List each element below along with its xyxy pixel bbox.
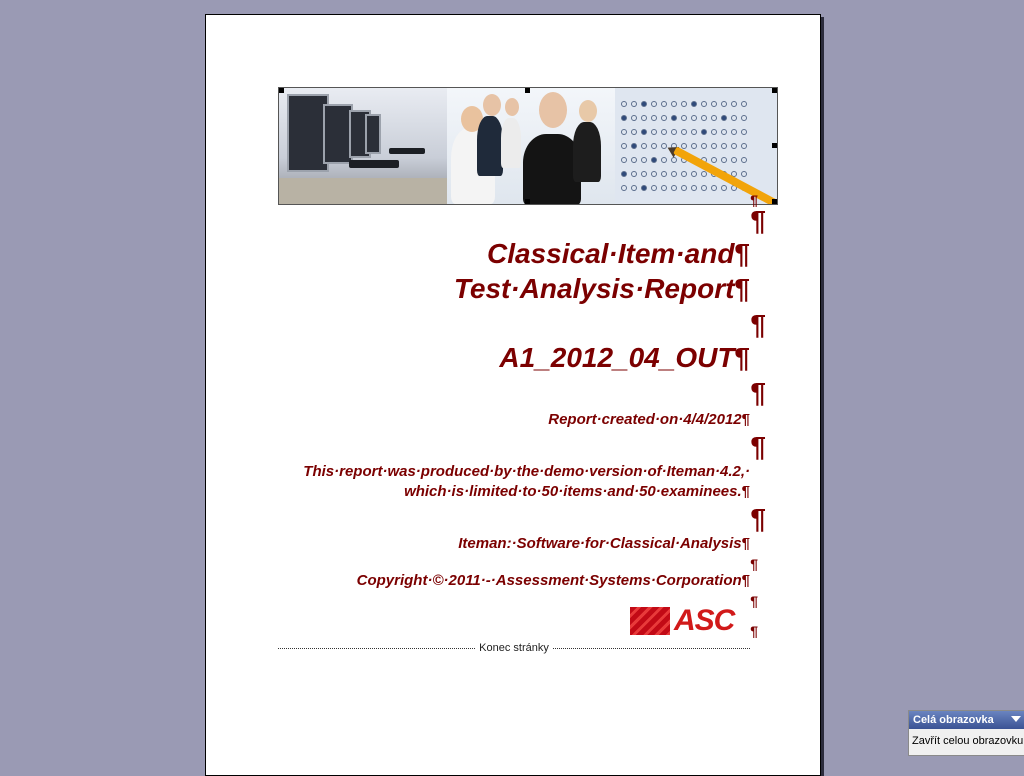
header-photo-banner[interactable] <box>278 87 778 208</box>
asc-logo-mark-icon <box>630 607 670 635</box>
computer-lab-photo <box>279 88 447 204</box>
close-fullscreen-button[interactable]: Zavřít celou obrazovku <box>912 735 1024 747</box>
page-break-label: Konec stránky <box>479 642 549 654</box>
demo-notice-line1: This·report·was·produced·by·the·demo·version·of·Iteman·4.2,· <box>303 463 750 480</box>
document-page <box>205 14 821 776</box>
pilcrow-mark: ¶ <box>750 593 758 609</box>
report-title-line1: Classical·Item·and¶ <box>487 238 750 269</box>
software-name: Iteman:·Software·for·Classical·Analysis¶ <box>458 535 750 552</box>
pilcrow-mark: ¶ <box>750 556 758 572</box>
answer-sheet-photo <box>615 88 777 204</box>
people-photo <box>447 88 615 204</box>
pilcrow-mark: ¶ <box>750 377 766 408</box>
copyright-notice: Copyright·©·2011·-·Assessment·Systems·Corporation¶ <box>356 572 750 589</box>
pilcrow-mark: ¶ <box>750 192 758 208</box>
dropdown-arrow-icon[interactable] <box>1011 716 1021 722</box>
fullscreen-toolbar-title[interactable]: Celá obrazovka <box>909 711 1024 729</box>
pilcrow-mark: ¶ <box>750 623 758 639</box>
report-created-date: Report·created·on·4/4/2012¶ <box>548 411 750 428</box>
page-break-marker <box>278 640 750 656</box>
asc-logo: ASC <box>630 606 734 636</box>
fullscreen-toolbar[interactable] <box>908 710 1024 756</box>
pilcrow-mark: ¶ <box>750 309 766 340</box>
pilcrow-mark: ¶ <box>750 503 766 534</box>
exam-code: A1_2012_04_OUT¶ <box>499 342 750 373</box>
report-title-line2: Test·Analysis·Report¶ <box>453 273 750 304</box>
pilcrow-mark: ¶ <box>750 205 766 236</box>
demo-notice-line2: which·is·limited·to·50·items·and·50·examinees.¶ <box>404 483 750 500</box>
pilcrow-mark: ¶ <box>750 431 766 462</box>
